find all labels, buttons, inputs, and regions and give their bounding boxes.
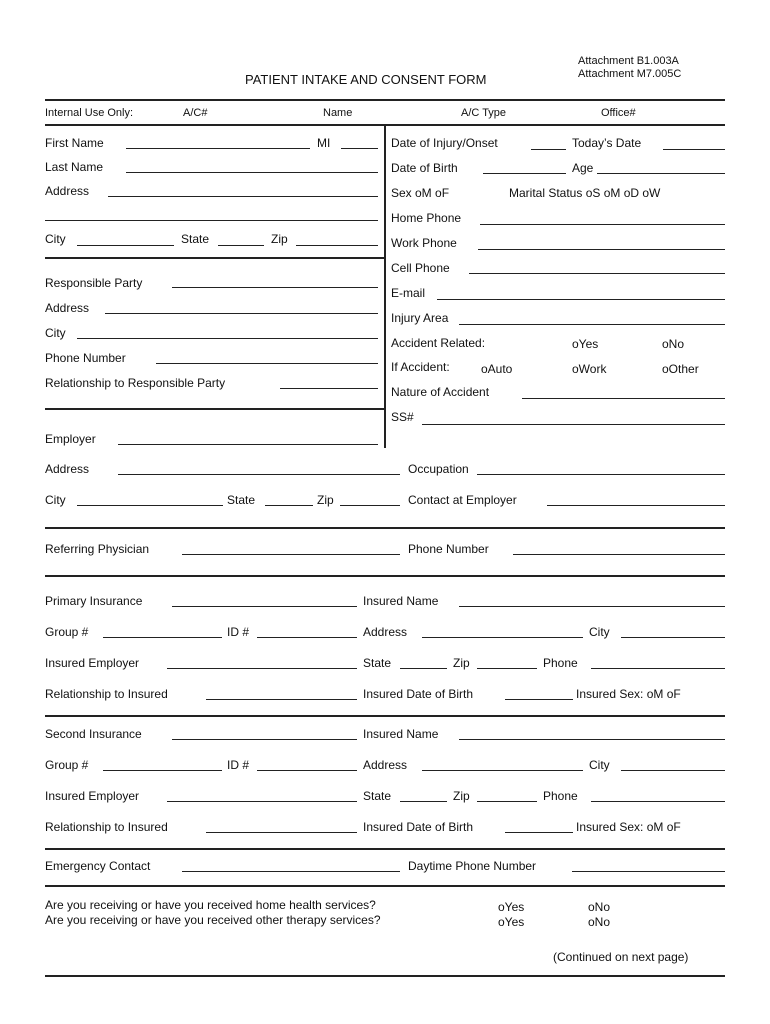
dob-field[interactable] xyxy=(483,173,566,174)
internal-ac-label: A/C# xyxy=(183,107,208,119)
home-phone-label: Home Phone xyxy=(391,211,462,225)
divider xyxy=(45,527,725,529)
injury-area-label: Injury Area xyxy=(391,311,449,325)
q2-yes-option[interactable]: oYes xyxy=(498,915,525,929)
primary-relationship-label: Relationship to Insured xyxy=(45,687,168,701)
occupation-label: Occupation xyxy=(408,462,469,476)
q2-no-option[interactable]: oNo xyxy=(588,915,611,929)
primary-insured-name-label: Insured Name xyxy=(363,594,439,608)
responsible-party-label: Responsible Party xyxy=(45,276,143,290)
accident-no-option[interactable]: oNo xyxy=(662,337,685,351)
if-accident-label: If Accident: xyxy=(391,360,450,374)
email-field[interactable] xyxy=(437,299,725,300)
primary-state-label: State xyxy=(363,656,392,670)
marital-status-options[interactable]: Marital Status oS oM oD oW xyxy=(509,186,661,200)
todays-date-field[interactable] xyxy=(663,149,725,150)
zip-label: Zip xyxy=(271,232,288,246)
second-relationship-label: Relationship to Insured xyxy=(45,820,168,834)
employer-label: Employer xyxy=(45,432,96,446)
second-insurance-label: Second Insurance xyxy=(45,727,142,741)
second-address-field[interactable] xyxy=(422,770,583,771)
responsible-party-field[interactable] xyxy=(172,287,378,288)
todays-date-label: Today’s Date xyxy=(572,136,642,150)
ss-field[interactable] xyxy=(422,424,725,425)
responsible-phone-field[interactable] xyxy=(156,363,378,364)
second-relationship-field[interactable] xyxy=(206,832,357,833)
daytime-phone-label: Daytime Phone Number xyxy=(408,859,537,873)
ss-label: SS# xyxy=(391,410,414,424)
employer-state-label: State xyxy=(227,493,256,507)
second-zip-field[interactable] xyxy=(477,801,537,802)
internal-name-label: Name xyxy=(323,107,353,119)
second-insured-dob-label: Insured Date of Birth xyxy=(363,820,474,834)
second-id-field[interactable] xyxy=(257,770,357,771)
primary-insured-employer-field[interactable] xyxy=(167,668,357,669)
injury-date-label: Date of Injury/Onset xyxy=(391,136,498,150)
dob-label: Date of Birth xyxy=(391,161,458,175)
second-zip-label: Zip xyxy=(453,789,470,803)
divider xyxy=(45,408,385,410)
accident-auto-option[interactable]: oAuto xyxy=(481,362,513,376)
second-group-label: Group # xyxy=(45,758,89,772)
employer-address-label: Address xyxy=(45,462,90,476)
last-name-label: Last Name xyxy=(45,160,104,174)
second-insured-dob-field[interactable] xyxy=(505,832,573,833)
occupation-field[interactable] xyxy=(477,474,725,475)
employer-state-field[interactable] xyxy=(265,505,313,506)
referring-phone-label: Phone Number xyxy=(408,542,489,556)
employer-contact-field[interactable] xyxy=(547,505,725,506)
second-city-label: City xyxy=(589,758,610,772)
cell-phone-label: Cell Phone xyxy=(391,261,450,275)
second-insured-sex-options[interactable]: Insured Sex: oM oF xyxy=(576,820,681,834)
mi-field[interactable] xyxy=(341,148,378,149)
divider xyxy=(45,575,725,577)
responsible-relationship-field[interactable] xyxy=(280,388,378,389)
second-phone-field[interactable] xyxy=(591,801,725,802)
second-state-label: State xyxy=(363,789,392,803)
primary-city-label: City xyxy=(589,625,610,639)
primary-zip-field[interactable] xyxy=(477,668,537,669)
page-title: PATIENT INTAKE AND CONSENT FORM xyxy=(245,72,487,87)
first-name-field[interactable] xyxy=(126,148,310,149)
internal-office-label: Office# xyxy=(601,107,636,119)
responsible-address-field[interactable] xyxy=(105,313,378,314)
responsible-relationship-label: Relationship to Responsible Party xyxy=(45,376,226,390)
state-label: State xyxy=(181,232,210,246)
attachment-label-1: Attachment B1.003A xyxy=(578,55,679,67)
primary-insured-dob-label: Insured Date of Birth xyxy=(363,687,474,701)
divider xyxy=(45,848,725,850)
second-id-label: ID # xyxy=(227,758,250,772)
internal-use-label: Internal Use Only: xyxy=(45,107,134,119)
primary-id-field[interactable] xyxy=(257,637,357,638)
employer-zip-label: Zip xyxy=(317,493,334,507)
primary-phone-label: Phone xyxy=(543,656,578,670)
responsible-city-field[interactable] xyxy=(77,338,378,339)
employer-city-label: City xyxy=(45,493,66,507)
work-phone-field[interactable] xyxy=(478,249,725,250)
responsible-phone-label: Phone Number xyxy=(45,351,126,365)
primary-address-label: Address xyxy=(363,625,408,639)
daytime-phone-field[interactable] xyxy=(572,871,725,872)
primary-insured-dob-field[interactable] xyxy=(505,699,573,700)
city-label: City xyxy=(45,232,66,246)
mi-label: MI xyxy=(317,136,331,150)
accident-related-label: Accident Related: xyxy=(391,336,486,350)
second-group-field[interactable] xyxy=(103,770,222,771)
employer-contact-label: Contact at Employer xyxy=(408,493,517,507)
referring-physician-field[interactable] xyxy=(182,554,400,555)
attachment-label-2: Attachment M7.005C xyxy=(578,68,682,80)
q1-no-option[interactable]: oNo xyxy=(588,900,611,914)
sex-options[interactable]: Sex oM oF xyxy=(391,186,450,200)
primary-relationship-field[interactable] xyxy=(206,699,357,700)
primary-insured-name-field[interactable] xyxy=(459,606,725,607)
injury-area-field[interactable] xyxy=(459,324,725,325)
zip-field[interactable] xyxy=(296,245,378,246)
address-field[interactable] xyxy=(108,196,378,197)
primary-city-field[interactable] xyxy=(621,637,725,638)
primary-state-field[interactable] xyxy=(400,668,447,669)
second-insured-employer-label: Insured Employer xyxy=(45,789,140,803)
divider xyxy=(45,975,725,977)
city-field[interactable] xyxy=(77,245,174,246)
second-insured-name-label: Insured Name xyxy=(363,727,439,741)
primary-insurance-field[interactable] xyxy=(172,606,357,607)
primary-group-label: Group # xyxy=(45,625,89,639)
continued-note: (Continued on next page) xyxy=(553,950,689,964)
age-field[interactable] xyxy=(597,173,725,174)
second-insured-employer-field[interactable] xyxy=(167,801,357,802)
work-phone-label: Work Phone xyxy=(391,236,457,250)
primary-phone-field[interactable] xyxy=(591,668,725,669)
emergency-contact-label: Emergency Contact xyxy=(45,859,151,873)
second-insurance-field[interactable] xyxy=(172,739,357,740)
primary-id-label: ID # xyxy=(227,625,250,639)
primary-insured-sex-options[interactable]: Insured Sex: oM oF xyxy=(576,687,681,701)
accident-yes-option[interactable]: oYes xyxy=(572,337,599,351)
accident-other-option[interactable]: oOther xyxy=(662,362,699,376)
question-home-health: Are you receiving or have you received home health services? xyxy=(45,898,376,912)
primary-zip-label: Zip xyxy=(453,656,470,670)
employer-zip-field[interactable] xyxy=(340,505,400,506)
employer-city-field[interactable] xyxy=(77,505,223,506)
accident-work-option[interactable]: oWork xyxy=(572,362,607,376)
cell-phone-field[interactable] xyxy=(469,273,725,274)
divider xyxy=(45,257,385,259)
referring-phone-field[interactable] xyxy=(513,554,725,555)
question-other-therapy: Are you receiving or have you received other therapy services? xyxy=(45,913,381,927)
primary-insurance-label: Primary Insurance xyxy=(45,594,143,608)
q1-yes-option[interactable]: oYes xyxy=(498,900,525,914)
first-name-label: First Name xyxy=(45,136,104,150)
primary-group-field[interactable] xyxy=(103,637,222,638)
second-address-label: Address xyxy=(363,758,408,772)
last-name-field[interactable] xyxy=(126,172,378,173)
responsible-address-label: Address xyxy=(45,301,90,315)
referring-physician-label: Referring Physician xyxy=(45,542,150,556)
nature-of-accident-field[interactable] xyxy=(522,398,725,399)
age-label: Age xyxy=(572,161,594,175)
state-field[interactable] xyxy=(218,245,264,246)
emergency-contact-field[interactable] xyxy=(182,871,400,872)
primary-address-field[interactable] xyxy=(422,637,583,638)
second-phone-label: Phone xyxy=(543,789,578,803)
second-state-field[interactable] xyxy=(400,801,447,802)
injury-date-field[interactable] xyxy=(531,149,566,150)
column-divider xyxy=(384,126,386,448)
second-city-field[interactable] xyxy=(621,770,725,771)
divider xyxy=(45,885,725,887)
primary-insured-employer-label: Insured Employer xyxy=(45,656,140,670)
employer-address-field[interactable] xyxy=(118,474,400,475)
internal-actype-label: A/C Type xyxy=(461,107,507,119)
address-line2-field[interactable] xyxy=(45,220,378,221)
employer-field[interactable] xyxy=(118,444,378,445)
nature-of-accident-label: Nature of Accident xyxy=(391,385,490,399)
second-insured-name-field[interactable] xyxy=(459,739,725,740)
address-label: Address xyxy=(45,184,90,198)
divider xyxy=(45,715,725,717)
divider xyxy=(45,99,725,101)
email-label: E-mail xyxy=(391,286,426,300)
home-phone-field[interactable] xyxy=(480,224,725,225)
responsible-city-label: City xyxy=(45,326,66,340)
